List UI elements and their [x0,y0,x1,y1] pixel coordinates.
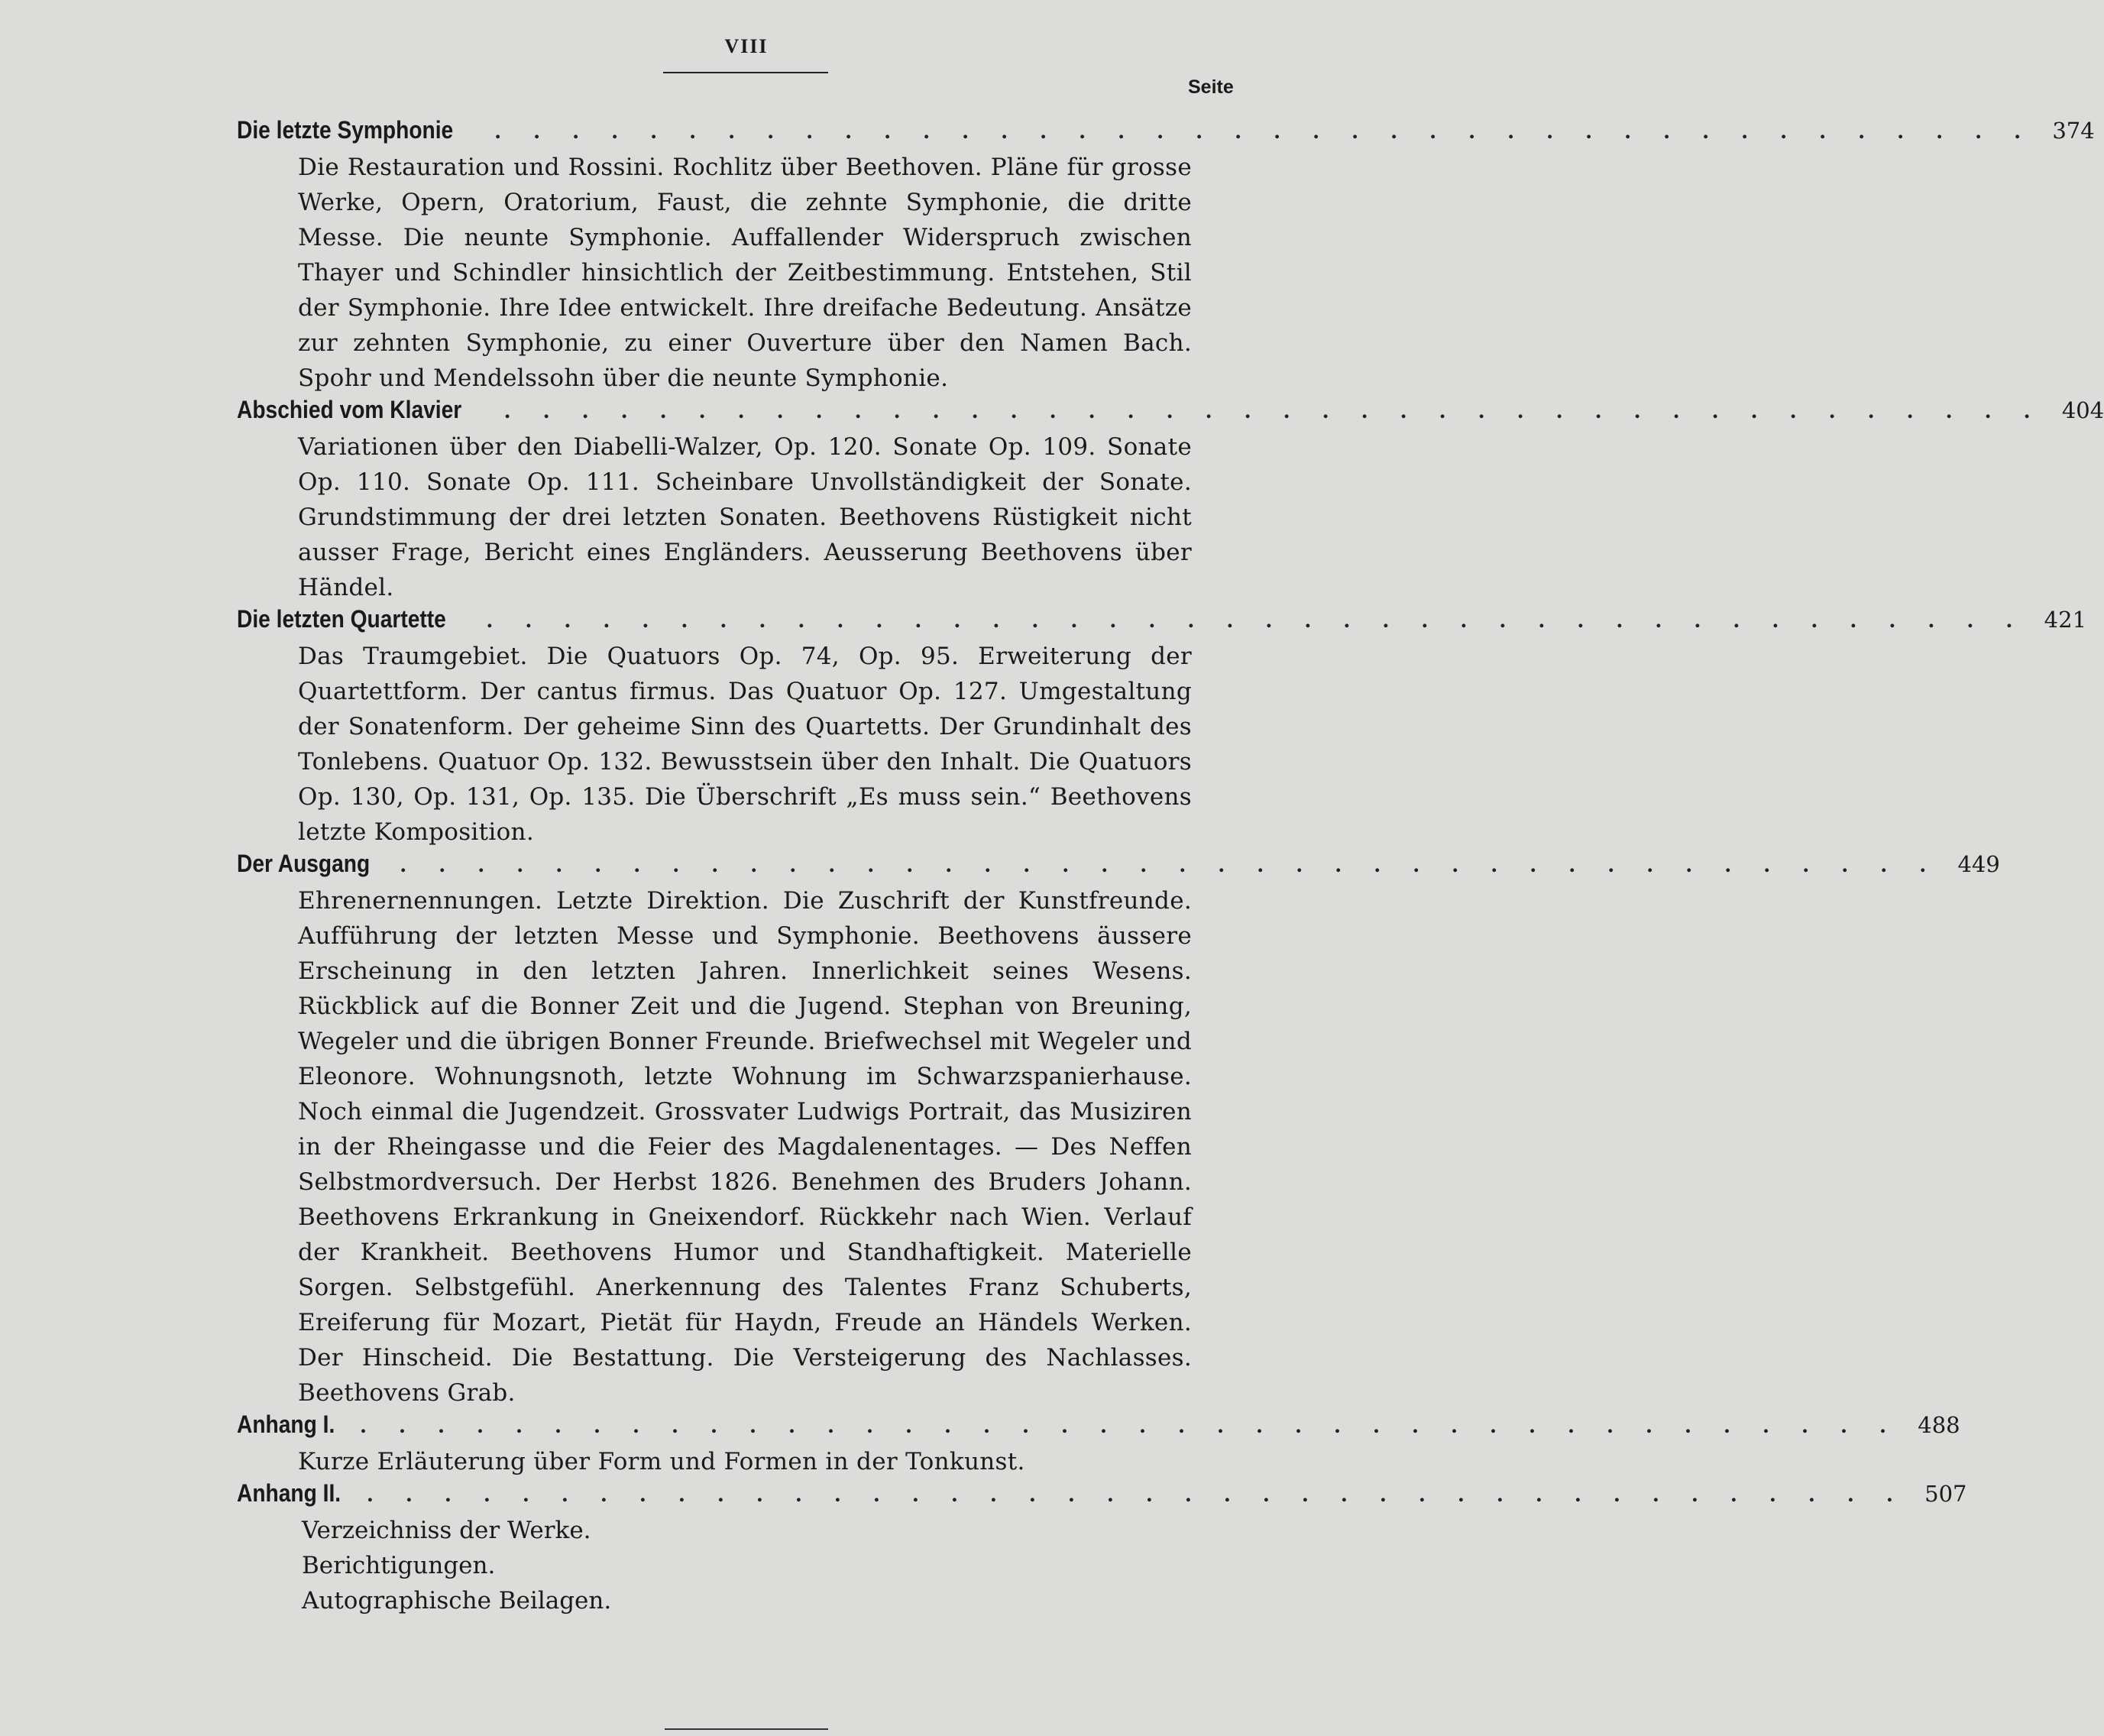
toc-entry-heading [237,1479,1967,1513]
leader-dots: . . . . . . . . . . . . . . . . . . . . . . . . . . . . . . . . . . . . . . . . [494,118,2034,144]
page-number [665,35,828,58]
list-item: Berichtigungen. [302,1552,496,1579]
leader-dots: . . . . . . . . . . . . . . . . . . . . . . . . . . . . . . . . . . . . . . . . [504,398,2044,423]
toc-entry-page: 421 [2044,607,2087,633]
footer-rule [665,1728,828,1730]
toc-entry-description: Die Restauration und Rossini. Rochlitz über Beethoven. Pläne für grosse Werke, Opern, Oratorium, Faust, die zehnte Symphonie, die dritte Messe. Die neunte Symphonie. Auffallender Widerspruch zwischen Thayer und Schindler hinsichtlich der Zeitbestimmung. Entstehen, Stil der Symphonie. Ihre Idee entwickelt. Ihre dreifache Bedeutung. Ansätze zur zehnten Symphonie, zu einer Ouverture über den Namen Bach. Spohr und Mendelssohn über die neunte Symphonie. [298,154,1192,392]
toc-entry-heading [237,605,2087,639]
toc-entry-title: Die letzte Symphonie [237,116,454,144]
toc-entry-title: Anhang I. [237,1410,335,1438]
leader-dots: . . . . . . . . . . . . . . . . . . . . . . . . . . . . . . . . . . . . . . . . [360,1413,1900,1438]
table-of-contents [237,116,2104,1618]
toc-entry-page: 488 [1918,1412,1960,1438]
seite-column-label: Seite [1188,76,1234,98]
toc-entry-page: 374 [2052,118,2095,144]
toc-entry-page: 507 [1924,1481,1967,1507]
toc-entry [237,396,2104,605]
toc-entry-title: Abschied vom Klavier [237,396,462,423]
toc-entry-description: Kurze Erläuterung über Form und Formen in der Tonkunst. [298,1448,1025,1475]
leader-dots: . . . . . . . . . . . . . . . . . . . . . . . . . . . . . . . . . . . . . . . . [487,607,2026,633]
leader-dots: . . . . . . . . . . . . . . . . . . . . . . . . . . . . . . . . . . . . . . . . [400,852,1940,877]
toc-entry-heading [237,396,2104,429]
toc-entry-description: Ehrenernennungen. Letzte Direktion. Die Zuschrift der Kunstfreunde. Aufführung der letzten Messe und Symphonie. Beethovens äussere Erscheinung in den letzten Jahren. Innerlichkeit seines Wesens. Rückblick auf die Bonner Zeit und die Jugend. Stephan von Breuning, Wegeler und die übrigen Bonner Freunde. Briefwechsel mit Wegeler und Eleonore. Wohnungsnoth, letzte Wohnung im Schwarzspanierhause. Noch einmal die Jugendzeit. Grossvater Ludwigs Portrait, das Musiziren in der Rheingasse und die Feier des Magdalenentages. — Des Neffen Selbstmordversuch. Der Herbst 1826. Benehmen des Bruders Johann. Beethovens Erkrankung in Gneixendorf. Rückkehr nach Wien. Verlauf der Krankheit. Beethovens Humor und Standhaftigkeit. Materielle Sorgen. Selbstgefühl. Anerkennung des Talentes Franz Schuberts, Ereiferung für Mozart, Pietät für Haydn, Freude an Händels Werken. Der Hinscheid. Die Bestattung. Die Versteigerung des Nachlasses. Beethovens Grab. [298,887,1193,1407]
toc-entry-page: 404 [2061,397,2104,423]
toc-entry [237,850,2000,1410]
toc-entry [237,605,2087,850]
toc-entry [237,116,2095,396]
appendix-item-list [302,1513,1249,1618]
toc-entry-heading [237,116,2095,150]
toc-entry-description: Variationen über den Diabelli-Walzer, Op. 120. Sonate Op. 109. Sonate Op. 110. Sonate Op. 111. Scheinbare Unvollständigkeit der Sonate. Grundstimmung der drei letzten Sonaten. Beethovens Rüstigkeit nicht ausser Frage, Bericht eines Engländers. Aeusserung Beethovens über Händel. [298,433,1192,601]
leader-dots: . . . . . . . . . . . . . . . . . . . . . . . . . . . . . . . . . . . . . . . . [367,1482,1907,1507]
toc-entry-page: 449 [1957,851,2000,877]
toc-entry-title: Der Ausgang [237,850,371,877]
toc-entry-title: Anhang II. [237,1479,341,1507]
toc-entry [237,1410,1960,1479]
toc-entry [237,1479,1967,1618]
toc-entry-title: Die letzten Quartette [237,605,446,633]
page-number-text: VIII [724,35,769,57]
toc-entry-heading [237,850,2000,883]
list-item: Verzeichniss der Werke. [302,1517,591,1544]
toc-entry-description: Das Traumgebiet. Die Quatuors Op. 74, Op. 95. Erweiterung der Quartettform. Der cantus firmus. Das Quatuor Op. 127. Umgestaltung der Sonatenform. Der geheime Sinn des Quartetts. Der Grundinhalt des Tonlebens. Quatuor Op. 132. Bewusstsein über den Inhalt. Die Quatuors Op. 130, Op. 131, Op. 135. Die Überschrift „Es muss sein.“ Beethovens letzte Komposition. [298,643,1192,846]
toc-entry-heading [237,1410,1960,1444]
list-item: Autographische Beilagen. [302,1587,612,1615]
header-rule [663,72,828,73]
